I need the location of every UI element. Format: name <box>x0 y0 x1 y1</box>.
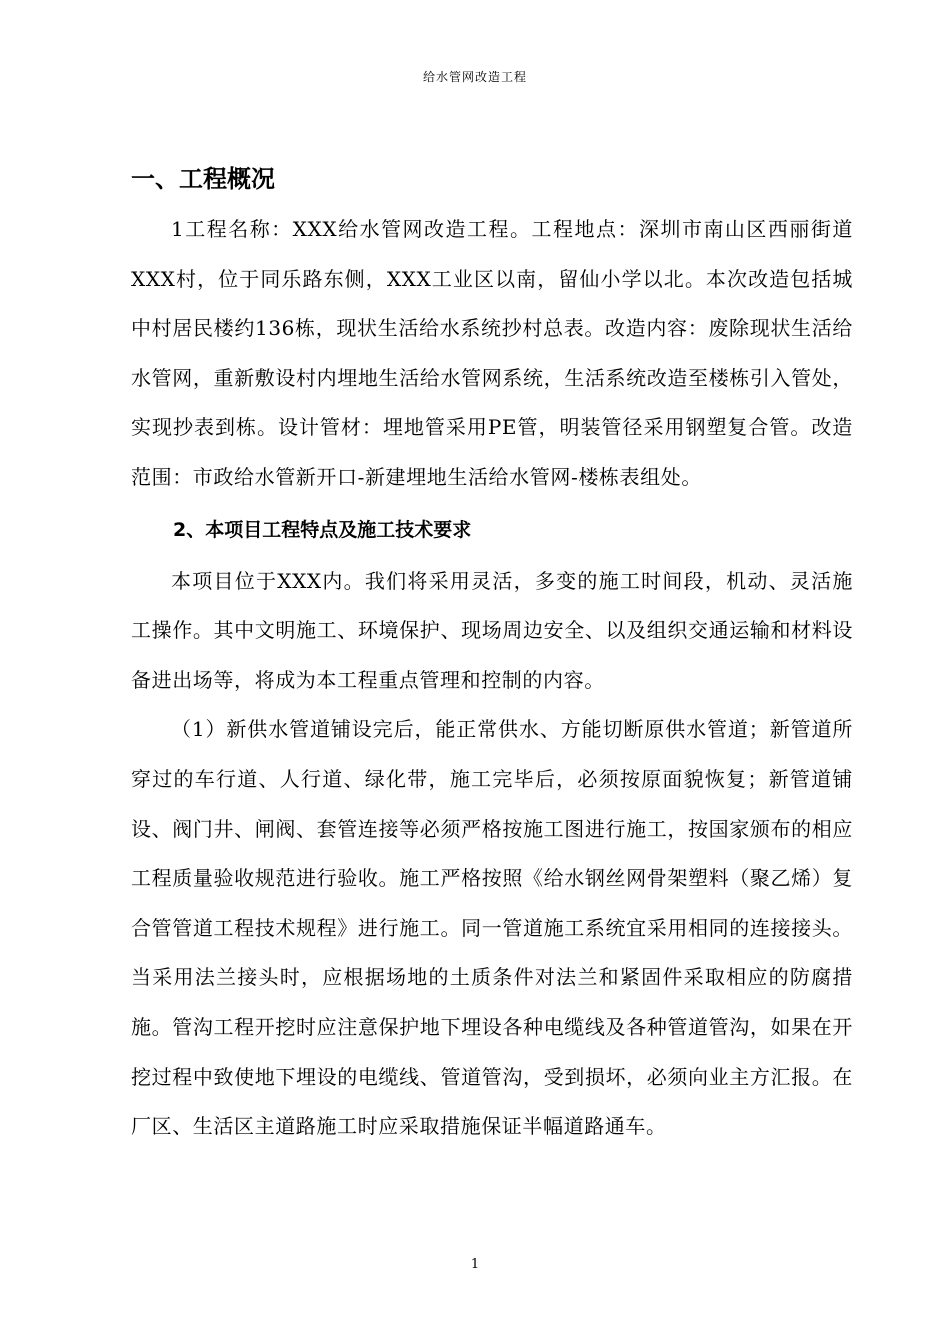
page-number: 1 <box>470 1257 480 1272</box>
document-body <box>131 157 853 1152</box>
sub-heading: 2、本项目工程特点及施工技术要求 <box>173 518 472 541</box>
running-header: 给水管网改造工程 <box>422 70 527 84</box>
section-heading: 一、工程概况 <box>131 165 275 193</box>
technical-requirements-paragraph: （1）新供水管道铺设完后，能正常供水、方能切断原供水管道；新管道所穿过的车行道、人行道、绿化带，施工完毕后，必须按原面貌恢复；新管道铺设、阀门井、闸阀、套管连接等必须严格按施工图进行施工，按国家颁布的相应工程质量验收规范进行验收。施工严格按照《给水钢丝网骨架塑料（聚乙烯）复合管管道工程技术规程》进行施工。同一管道施工系统宜采用相同的连接接头。当采用法兰接头时，应根据场地的土质条件对法兰和紧固件采取相应的防腐措施。管沟工程开挖时应注意保护地下埋设各种电缆线及各种管道管沟，如果在开挖过程中致使地下埋设的电缆线、管道管沟，受到损坏，必须向业主方汇报。在厂区、生活区主道路施工时应采取措施保证半幅道路通车。 <box>131 717 853 1139</box>
project-features-paragraph: 本项目位于XXX内。我们将采用灵活，多变的施工时间段，机动、灵活施工操作。其中文明施工、环境保护、现场周边安全、以及组织交通运输和材料设备进出场等，将成为本工程重点管理和控制的内容。 <box>131 568 853 692</box>
project-overview-paragraph: 1工程名称：XXX给水管网改造工程。工程地点：深圳市南山区西丽街道XXX村，位于同乐路东侧，XXX工业区以南，留仙小学以北。本次改造包括城中村居民楼约136栋，现状生活给水系统抄村总表。改造内容：废除现状生活给水管网，重新敷设村内埋地生活给水管网系统，生活系统改造至楼栋引入管处，实现抄表到栋。设计管材：埋地管采用PE管，明装管径采用钢塑复合管。改造范围：市政给水管新开口-新建埋地生活给水管网-楼栋表组处。 <box>131 217 853 489</box>
header-divider <box>133 95 851 96</box>
